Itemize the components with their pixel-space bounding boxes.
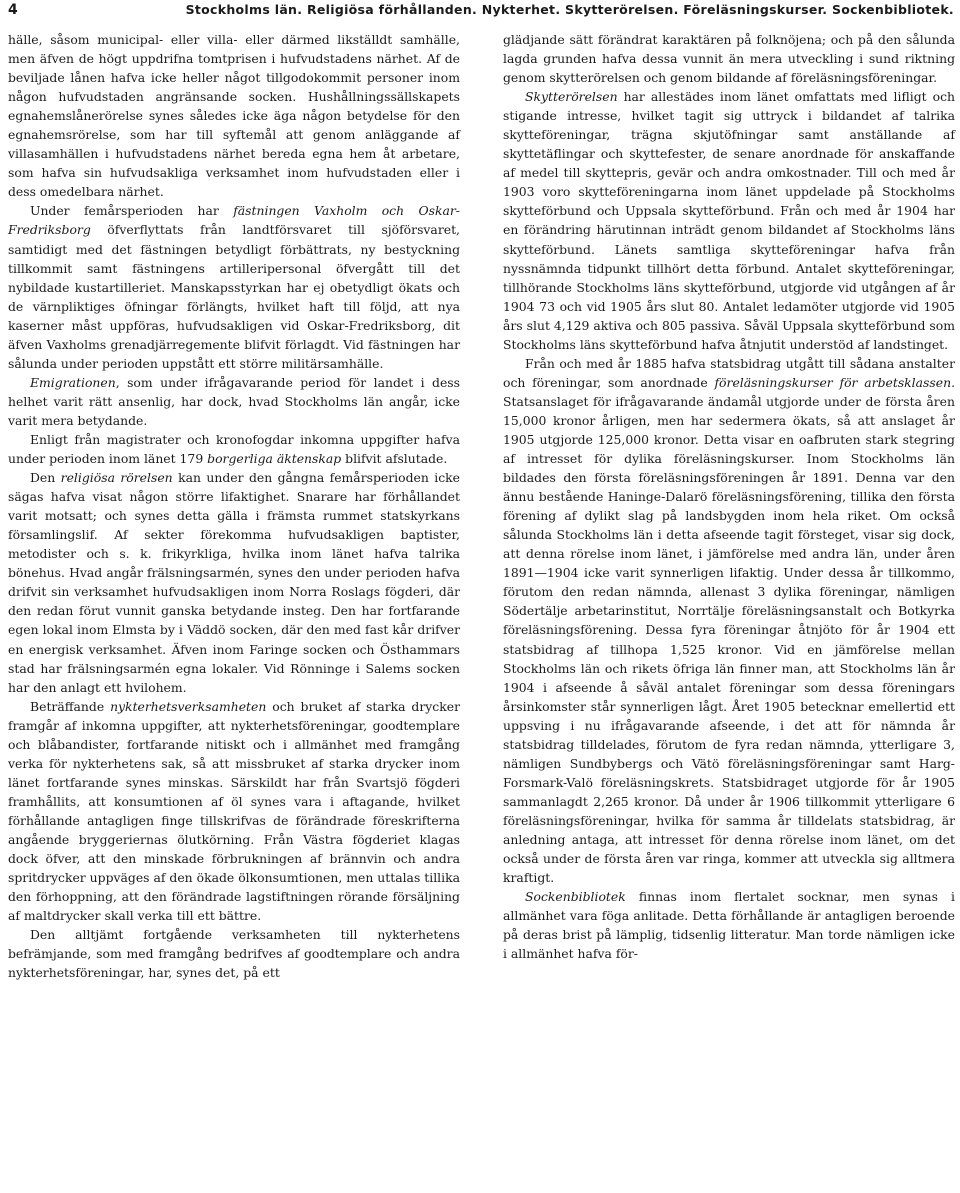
paragraph-text: Den [30,470,61,486]
emphasis: föreläsningskurser för arbetsklassen. [714,374,956,390]
paragraph-text: har allestädes inom länet omfattats med lifligt och stigande intresse, hvilket tagit sig uttryck i bildandet af talrika skytteföreningar, trägna skjutöfningar samt anställande af skyttetäflingar och skyttefester, de senare anordnade för anskaffande af medel till skyttepris, gevär och andra omkostnader. Till och med år 1903 voro skytteföreningarna inom länet uppdelade på Stockholms skytteförbund och Uppsala skytteförbund. Från och med år 1904 har en förändring härutinnan inträdt genom bildandet af Stockholms läns skytteförbund. Länets samtliga skytteföreningar hafva från nyssnämnda tidpunkt tillhört detta förbund. Antalet skytteföreningar, tillhörande Stockholms läns skytteförbund, utgjorde vid utgången af år 1904 73 och vid 1905 års slut 80. Antalet ledamöter utgjorde vid 1905 års slut 4,129 aktiva och 805 passiva. Såväl Uppsala skytteförbund som Stockholms läns skytteförbund hafva åtnjutit understöd af landstinget. [503,89,955,352]
page-number: 4 [8,2,18,18]
paragraph [8,468,460,697]
paragraph-text: öfverflyttats från landtförsvaret till sjöförsvaret, samtidigt med det fästningen betydligt förbättrats, ny bestyckning tillkommit samt fästningens artilleripersonal öfvergått till det nybildade kustartilleriet. Manskapsstyrkan har ej obetydligt ökats och de värnpliktiges öfningar förlängts, hvilket haft till följd, att nya kaserner måst uppföras, hufvudsakligen vid Oskar-Fredriksborg, dit äfven Vaxholms grenadjärregemente blifvit förlagdt. Vid fästningen har sålunda under perioden uppstått ett större militärsamhälle. [8,222,460,371]
paragraph-text: glädjande sätt förändrat karaktären på folknöjena; och på den sålunda lagda grunden hafva dessa vunnit än mera utveckling i sund riktning genom skytterörelsen och genom bildande af föreläsningsföreningar. [503,32,955,86]
paragraph-text: och bruket af starka drycker framgår af inkomna uppgifter, att nykterhetsföreningar, goodtemplare och blåbandister, fortfarande nitiskt och i allmänhet med framgång verka för nykterhetens sak, så att missbruket af starka drycker inom länet fortfarande synes minskas. Särskildt har från Svartsjö fögderi framhållits, att konsumtionen af öl synes vara i aftagande, hvilket förhållande antagligen finge tillskrifvas de förändrade föreskrifterna angående bryggeriernas ölutkörning. Från Västra fögderiet klagas dock öfver, att den minskade förbrukningen af brännvin och andra spritdrycker uppväges af den ökade ölkonsumtionen, men uttalas tillika den förhoppning, att den förändrade lagstiftningen rörande försäljning af maltdrycker skall verka till ett bättre. [8,698,460,924]
paragraph-text: Den alltjämt fortgående verksamheten till nykterhetens befrämjande, som med framgång bedrifves af goodtemplare och andra nykterhetsföreningar, har, synes det, på ett [8,927,460,981]
right-column [503,30,955,963]
paragraph [8,430,460,468]
left-column [8,30,460,982]
paragraph [8,201,460,372]
emphasis: Emigrationen [30,374,116,390]
emphasis: nykterhetsverksamheten [110,698,267,714]
paragraph [503,887,955,963]
paragraph [503,354,955,887]
paragraph-text: blifvit afslutade. [341,451,448,467]
paragraph-text: Enligt från magistrater och kronofogdar inkomna uppgifter hafva under perioden inom länet 179 [8,431,460,467]
emphasis: fästningen Vaxholm och Oskar-Fredriksborg [8,203,460,238]
paragraph [8,697,460,926]
page-header [8,2,954,26]
paragraph-text: , som under ifrågavarande period för landet i dess helhet varit rätt ansenlig, har dock, hvad Stockholms län angår, icke varit mera betydande. [8,374,460,428]
paragraph-text: Statsanslaget för ifrågavarande ändamål utgjorde under de första åren 15,000 kronor årligen, men har sedermera ökats, så att anslaget år 1905 utgjorde 125,000 kronor. Detta visar en oafbruten stark stegring af intresset för dylika föreläsningskurser. Inom Stockholms län bildades den första föreläsningsföreningen år 1891. Denna var den ännu bestående Haninge-Dalarö föreläsningsförening, tillika den första förening af dylikt slag på landsbygden inom hela riket. Om också sålunda Stockholms län i detta afseende tagit försteget, visar sig dock, att denna rörelse inom länet, i jämförelse med andra län, under åren 1891—1904 icke varit synnerligen lifaktig. Under dessa år tillkommo, förutom den redan nämnda, allenast 3 dylika föreningar, nämligen Södertälje arbetarinstitut, Norrtälje föreläsningsanstalt och Botkyrka föreläsningsförening. Dessa fyra föreningar åtnjöto för år 1904 ett statsbidrag af tillhopa 1,525 kronor. Vid en jämförelse mellan Stockholms län och rikets öfriga län finner man, att Stockholms län år 1904 i afseende å såväl antalet föreningar som dessa föreningars årsinkomster står synnerligen lågt. Året 1905 betecknar emellertid ett uppsving i nu ifrågavarande afseende, i det att för nämnda år statsbidrag tilldelades, förutom de fyra redan nämnda, ytterligare 3, nämligen Sundbybergs och Vätö föreläsningsföreningar samt Harg-Forsmark-Valö föreläsningskrets. Statsbidraget utgjorde för år 1905 sammanlagdt 2,265 kronor. Då under år 1906 tillkommit ytterligare 6 föreläsningsföreningar, hvilka för samma år tilldelats statsbidrag, är anledning antaga, att intresset för denna rörelse inom länet, om det också under de första åren var ringa, kommer att utveckla sig alltmera kraftigt. [503,393,955,886]
emphasis: Skytterörelsen [525,89,618,105]
paragraph-text: Beträffande [30,698,111,714]
emphasis: borgerliga äktenskap [207,451,342,467]
emphasis: religiösa rörelsen [60,470,173,486]
paragraph [8,925,460,982]
paragraph [8,373,460,430]
emphasis: Sockenbibliotek [525,889,626,905]
paragraph-text: Under femårsperioden har [30,203,234,219]
paragraph [503,87,955,354]
paragraph [503,30,955,87]
running-title: Stockholms län. Religiösa förhållanden. Nykterhet. Skytterörelsen. Föreläsningskurser. Sockenbibliotek. [185,2,954,17]
paragraph [8,30,460,201]
paragraph-text: Från och med år 1885 hafva statsbidrag utgått till sådana anstalter och föreningar, som anordnade [503,355,955,390]
paragraph-text: hälle, såsom municipal- eller villa- eller därmed likställdt samhälle, men äfven de högt uppdrifna tomtprisen i hufvudstadens närhet. Af de beviljade lånen hafva icke heller något tillgodokommit personer inom någon hufvudstaden angränsande socken. Hushållningssällskapets egnahemslånerörelse synes således icke äga någon betydelse för den egnahemsrörelse, som har till syftemål att genom anläggande af villasamhällen i hufvudstadens närhet bereda egna hem åt arbetare, som hafva sin hufvudsakliga verksamhet inom hufvudstaden eller i dess omedelbara närhet. [8,32,460,200]
paragraph-text: finnas inom flertalet socknar, men synas i allmänhet vara föga anlitade. Detta förhållande är antagligen beroende på deras brist på lämplig, tidsenlig litteratur. Man torde nämligen icke i allmänhet hafva för- [503,889,955,962]
paragraph-text: kan under den gångna femårsperioden icke sägas hafva visat någon större lifaktighet. Snarare har förhållandet varit motsatt; och synes detta gälla i främsta rummet statskyrkans församlingslif. Af sekter förekomma hufvudsakligen baptister, metodister och s. k. frikyrkliga, hvilka inom länet hafva talrika bönehus. Hvad angår frälsningsarmén, synes den under perioden hafva drifvit sin verksamhet hufvudsakligen inom Norra Roslags fögderi, där den redan förut vunnit ganska betydande insteg. Den har fortfarande egen lokal inom Elmsta by i Väddö socken, där den med fast kår drifver en energisk verksamhet. Äfven inom Faringe socken och Östhammars stad har frälsningsarmén egna lokaler. Vid Rönninge i Salems socken har den anlagt ett hvilohem. [8,470,460,695]
